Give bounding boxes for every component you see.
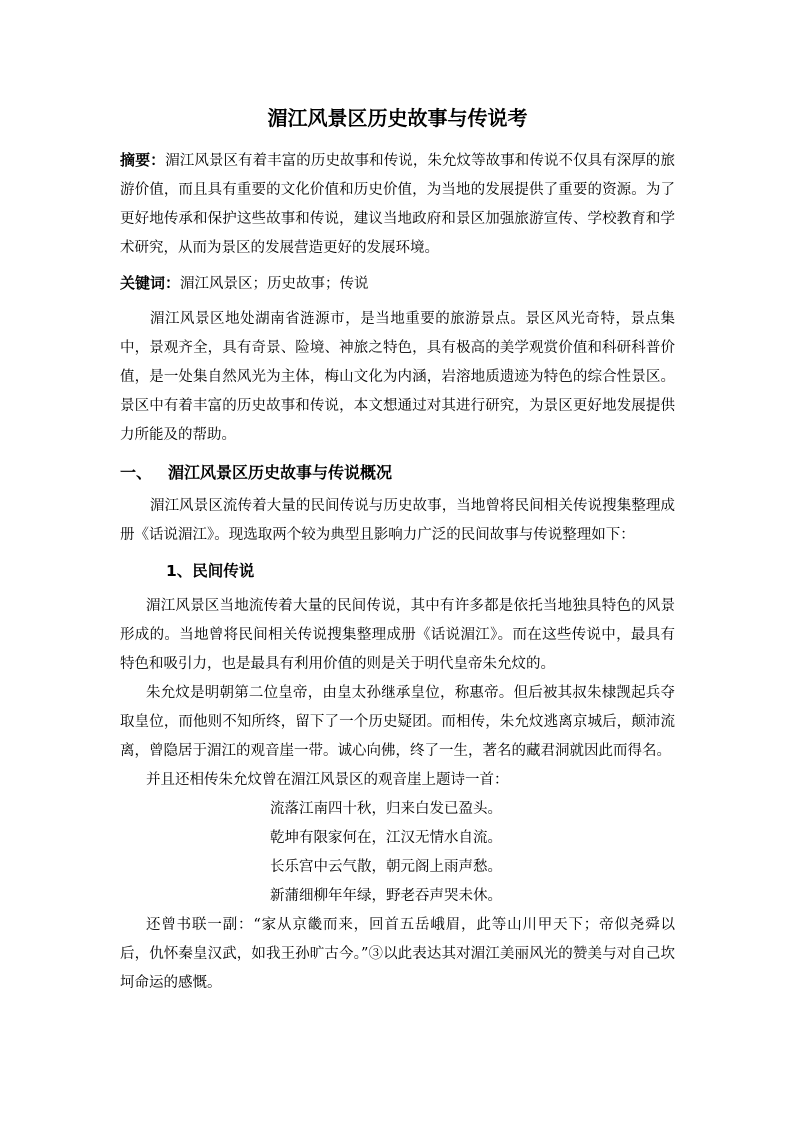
section-number: 一、: [120, 463, 153, 482]
subsection1-paragraph-1: 湄江风景区当地流传着大量的民间传说，其中有许多都是依托当地独具特色的风景形成的。当地曾将民间相关传说搜集整理成册《话说湄江》。而在这些传说中，最具有特色和吸引力，也是最具有利用价值的则是关于明代皇帝朱允炆的。: [120, 598, 675, 672]
section-title: 湄江风景区历史故事与传说概况: [168, 463, 393, 482]
section1-paragraph: 湄江风景区流传着大量的民间传说与历史故事，当地曾将民间相关传说搜集整理成册《话说湄江》。现选取两个较为典型且影响力广泛的民间故事与传说整理如下：: [120, 498, 675, 543]
poem-line: 新蒲细柳年年绿，野老吞声哭未休。: [270, 888, 502, 904]
keywords: [120, 269, 675, 299]
abstract-text: 湄江风景区有着丰富的历史故事和传说，朱允炆等故事和传说不仅具有深厚的旅游价值，而且具有重要的文化价值和历史价值，为当地的发展提供了重要的资源。为了更好地传承和保护这些故事和传说，建议当地政府和景区加强旅游宣传、学校教育和学术研究，从而为景区的发展营造更好的发展环境。: [120, 153, 675, 256]
section-heading-1: [120, 458, 675, 488]
closing-paragraph: 还曾书联一副：“家从京畿而来，回首五岳峨眉，此等山川甲天下；帝似尧舜以后，仇怀秦皇汉武，如我王孙旷古今。”③以此表达其对湄江美丽风光的赞美与对自己坎坷命运的感慨。: [120, 917, 675, 991]
keywords-text: 湄江风景区；历史故事；传说: [180, 276, 369, 292]
keywords-label: 关键词：: [120, 274, 181, 292]
subsection1-paragraph-3: 并且还相传朱允炆曾在湄江风景区的观音崖上题诗一首：: [146, 772, 509, 788]
subsection1-paragraph-2: 朱允炆是明朝第二位皇帝，由皇太孙继承皇位，称惠帝。但后被其叔朱棣觊起兵夺取皇位，而他则不知所终，留下了一个历史疑团。而相传，朱允炆逃离京城后，颠沛流离，曾隐居于湄江的观音崖一带。诚心向佛，终了一生，著名的藏君洞就因此而得名。: [120, 685, 675, 759]
subsection-heading-1: 1、民间传说: [166, 562, 255, 580]
poem-line: 乾坤有限家何在，江汉无情水自流。: [270, 830, 502, 846]
document-body: [120, 104, 675, 998]
document-title: 湄江风景区历史故事与传说考: [267, 106, 528, 130]
poem-line: 流落江南四十秋，归来白发已盈头。: [270, 801, 502, 817]
poem: [120, 795, 675, 911]
intro-paragraph: 湄江风景区地处湖南省涟源市，是当地重要的旅游景点。景区风光奇特，景点集中，景观齐全，具有奇景、险境、神旅之特色，具有极高的美学观赏价值和科研科普价值，是一处集自然风光为主体，梅山文化为内涵，岩溶地质遗迹为特色的综合性景区。景区中有着丰富的历史故事和传说，本文想通过对其进行研究，为景区更好地发展提供力所能及的帮助。: [120, 311, 675, 443]
abstract-label: 摘要：: [120, 151, 166, 169]
poem-line: 长乐宫中云气散，朝元阁上雨声愁。: [270, 859, 502, 875]
abstract: [120, 146, 675, 263]
